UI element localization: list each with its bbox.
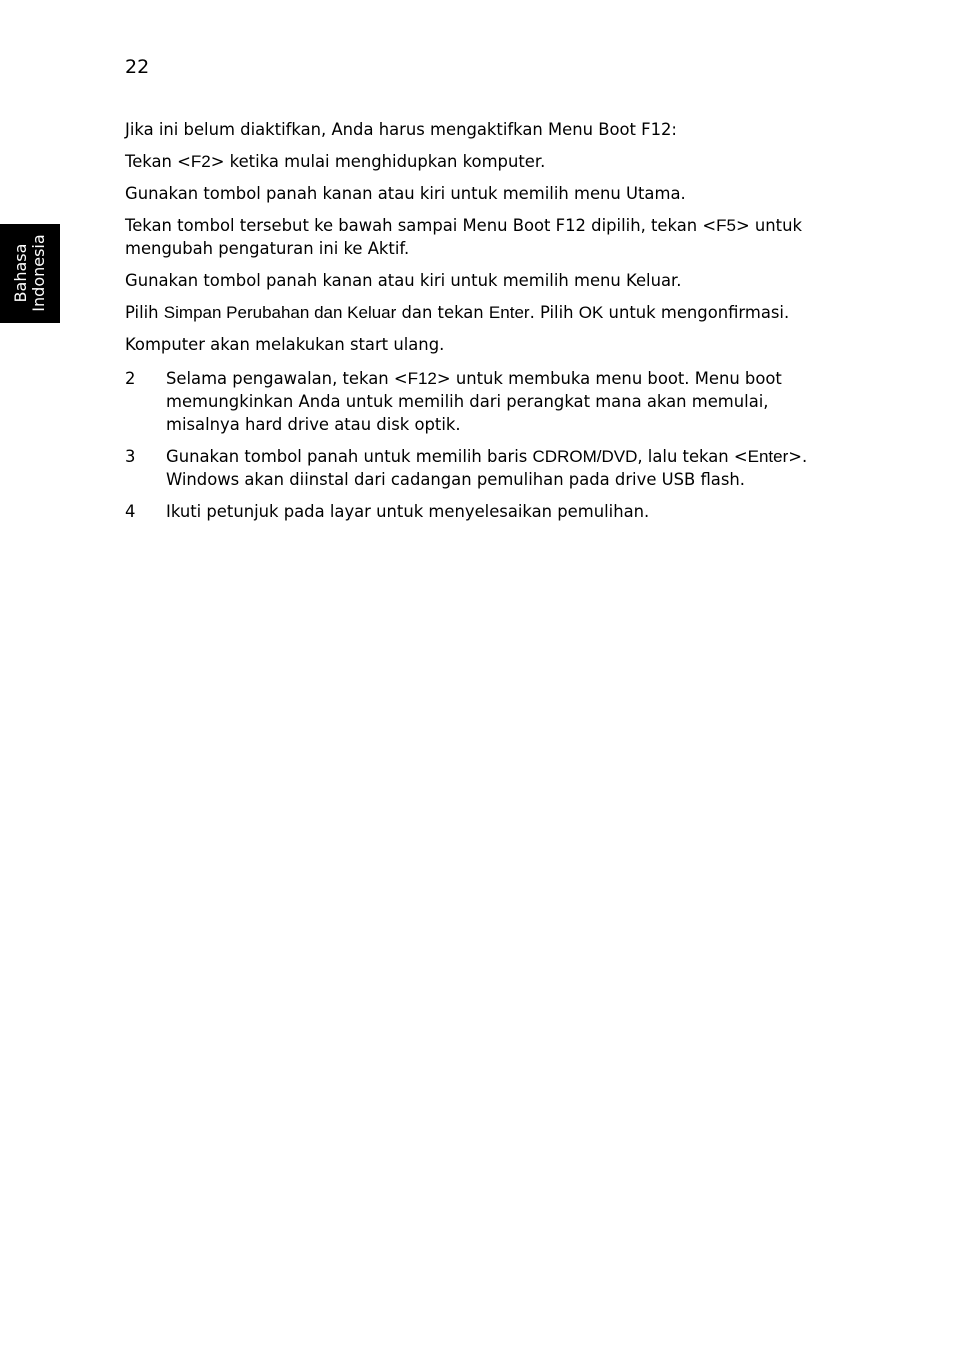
side-tab-line-1: Bahasa [11, 243, 30, 303]
paragraph-press-f5: Tekan tombol tersebut ke bawah sampai Menu Boot F12 dipilih, tekan <F5> untuk mengubah pengaturan ini ke Aktif. [125, 216, 802, 258]
step-number: 2 [125, 369, 136, 388]
side-tab-line-2: Indonesia [29, 234, 48, 312]
page-number: 22 [125, 56, 150, 78]
key-label: F5 [716, 216, 736, 235]
language-side-tab [0, 224, 60, 323]
list-item [125, 445, 815, 491]
key-label: Enter [488, 303, 530, 322]
document-body [125, 118, 815, 532]
paragraph-restart: Komputer akan melakukan start ulang. [125, 335, 445, 354]
step-text: Selama pengawalan, tekan <F12> untuk membuka menu boot. Menu boot memungkinkan Anda untuk memilih dari perangkat mana akan memulai, misalnya hard drive atau disk optik. [166, 369, 782, 434]
key-label: OK [578, 303, 604, 322]
key-label: Enter [747, 447, 789, 466]
key-label: F2 [190, 152, 211, 171]
key-label: Simpan Perubahan dan Keluar [163, 303, 397, 322]
paragraph-intro: Jika ini belum diaktifkan, Anda harus mengaktifkan Menu Boot F12: [125, 120, 677, 139]
list-item [125, 500, 815, 523]
paragraph-press-f2: Tekan <F2> ketika mulai menghidupkan komputer. [125, 152, 546, 171]
numbered-steps [125, 367, 815, 523]
paragraph-exit-menu: Gunakan tombol panah kanan atau kiri untuk memilih menu Keluar. [125, 271, 682, 290]
step-number: 4 [125, 502, 136, 521]
step-text: Ikuti petunjuk pada layar untuk menyelesaikan pemulihan. [166, 502, 650, 521]
side-tab-label [12, 224, 48, 323]
step-number: 3 [125, 447, 136, 466]
key-label: CDROM/DVD [532, 447, 638, 466]
paragraph-main-menu: Gunakan tombol panah kanan atau kiri untuk memilih menu Utama. [125, 184, 686, 203]
step-text: Gunakan tombol panah untuk memilih baris CDROM/DVD, lalu tekan <Enter>. Windows akan diinstal dari cadangan pemulihan pada drive USB flash. [166, 447, 808, 489]
key-label: F12 [407, 369, 437, 388]
paragraph-save-exit: Pilih Simpan Perubahan dan Keluar dan tekan Enter. Pilih OK untuk mengonfirmasi. [125, 303, 790, 322]
list-item [125, 367, 815, 436]
